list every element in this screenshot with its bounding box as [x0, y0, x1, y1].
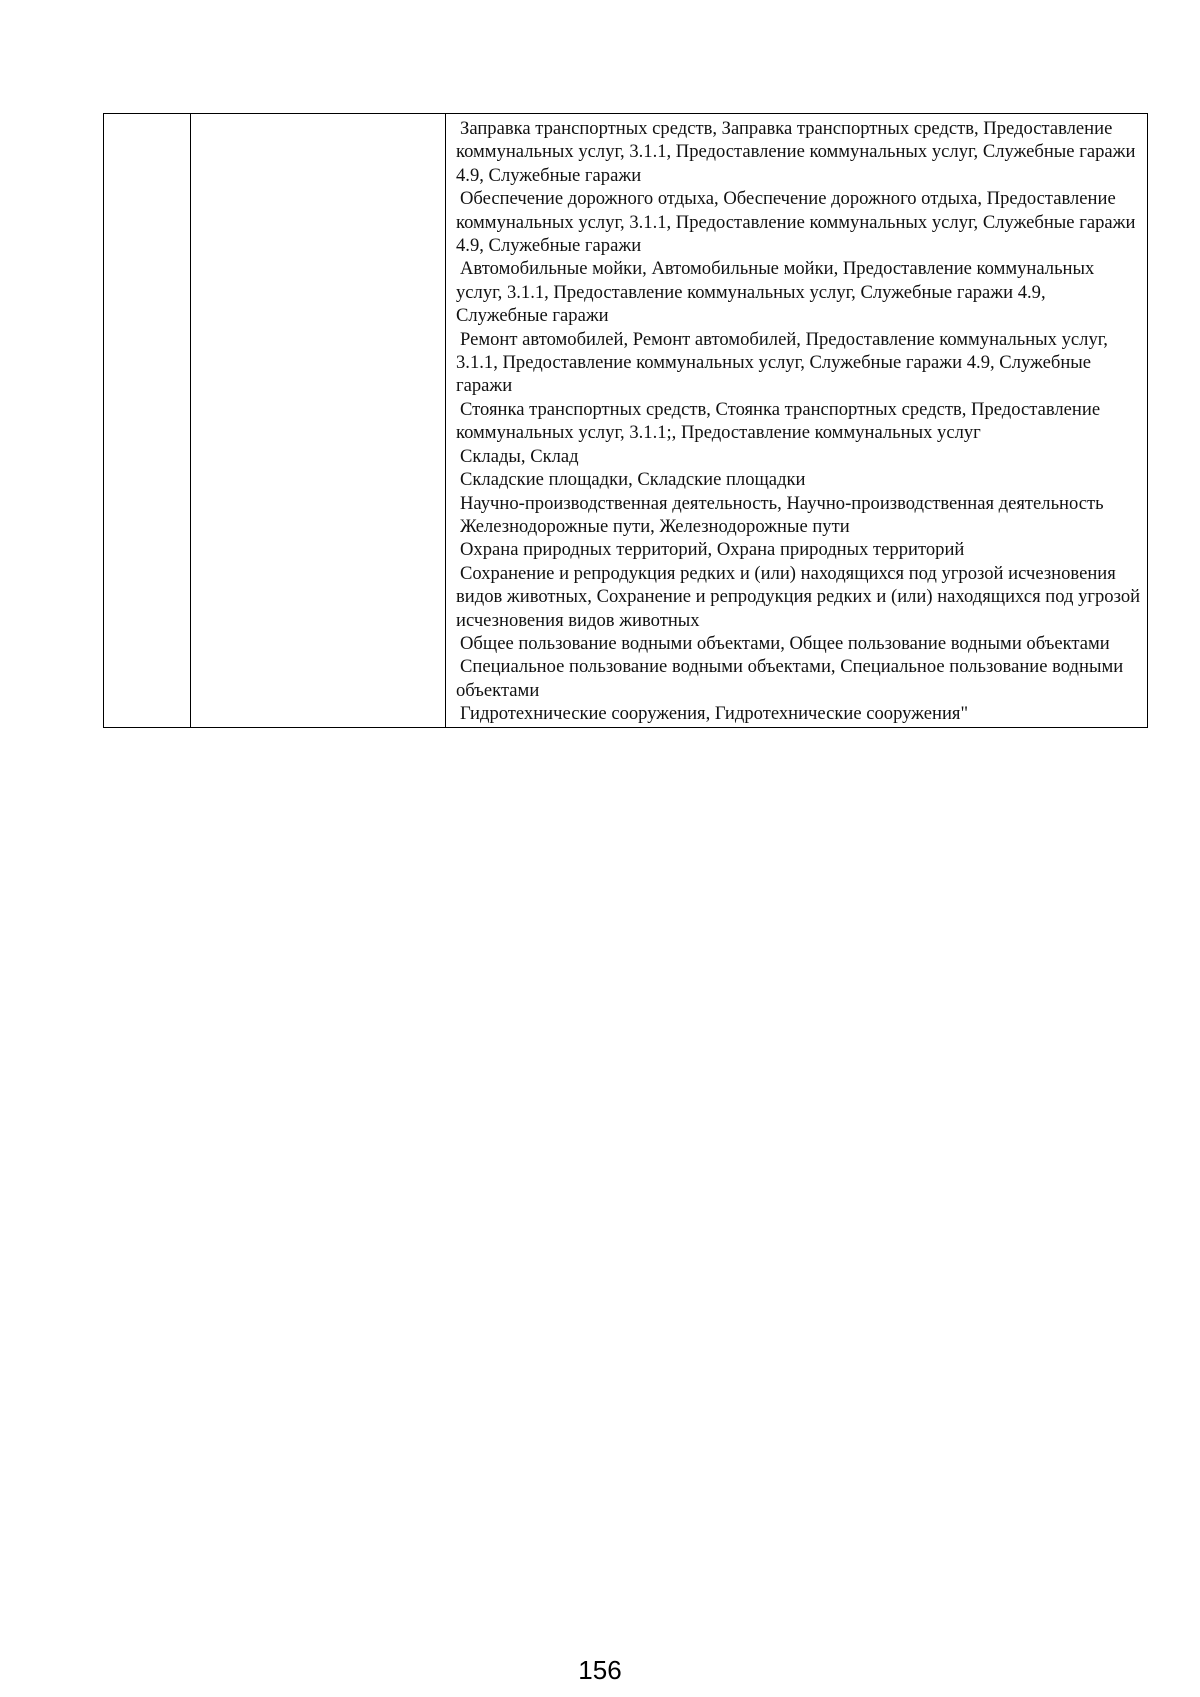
list-item: Общее пользование водными объектами, Общее пользование водными объектами	[460, 632, 1110, 654]
permitted-uses-cell	[446, 114, 1148, 728]
list-item: Ремонт автомобилей, Ремонт автомобилей, Предоставление коммунальных услуг, 3.1.1, Предоставление коммунальных услуг, Служебные гаражи 4.9, Служебные гаражи	[456, 328, 1108, 397]
table-cell-empty-2	[191, 114, 446, 728]
list-item: Гидротехнические сооружения, Гидротехнические сооружения"	[460, 703, 969, 725]
list-item: Заправка транспортных средств, Заправка транспортных средств, Предоставление коммунальных услуг, 3.1.1, Предоставление коммунальных услуг, Служебные гаражи 4.9, Служебные гаражи	[456, 118, 1136, 186]
list-item: Склады, Склад	[460, 445, 579, 467]
list-item: Складские площадки, Складские площадки	[460, 469, 806, 491]
list-item: Автомобильные мойки, Автомобильные мойки, Предоставление коммунальных услуг, 3.1.1, Предоставление коммунальных услуг, Служебные гаражи 4.9, Служебные гаражи	[456, 258, 1095, 327]
list-item: Стоянка транспортных средств, Стоянка транспортных средств, Предоставление коммунальных услуг, 3.1.1;, Предоставление коммунальных услуг	[456, 398, 1101, 444]
list-item: Сохранение и репродукция редких и (или) находящихся под угрозой исчезновения видов животных, Сохранение и репродукция редких и (или) находящихся под угрозой исчезновения видов животных	[456, 562, 1141, 631]
list-item: Железнодорожные пути, Железнодорожные пути	[460, 515, 850, 537]
list-item: Обеспечение дорожного отдыха, Обеспечение дорожного отдыха, Предоставление коммунальных услуг, 3.1.1, Предоставление коммунальных услуг, Служебные гаражи 4.9, Служебные гаражи	[456, 188, 1136, 257]
list-item: Научно-производственная деятельность, Научно-производственная деятельность	[460, 492, 1104, 514]
table-cell-empty-1	[104, 114, 191, 728]
list-item: Охрана природных территорий, Охрана природных территорий	[460, 539, 965, 561]
page-number: 156	[578, 1655, 622, 1685]
list-item: Специальное пользование водными объектами, Специальное пользование водными объектами	[456, 656, 1124, 701]
table-row	[104, 114, 1148, 728]
land-use-table	[103, 113, 1148, 728]
